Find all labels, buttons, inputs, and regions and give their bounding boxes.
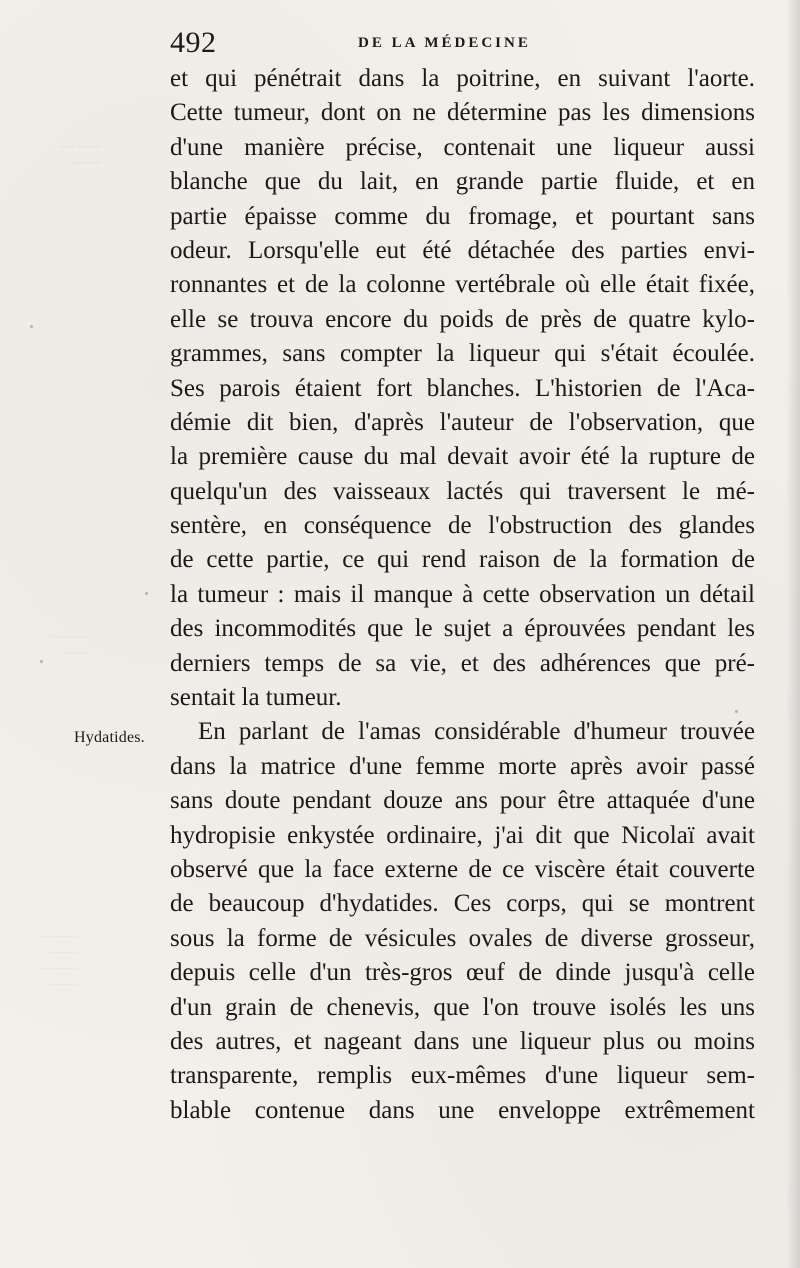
text-line: Cette tumeur, dont on ne détermine pas les dimensions <box>170 99 755 127</box>
text-line: des incommodités que le sujet a éprouvées pendant les <box>170 615 755 643</box>
show-through-mark: ~~~~~ ~~~~ ~~~~~ ~~~~ <box>40 930 78 993</box>
text-line: et qui pénétrait dans la poitrine, en suivant l'aorte. <box>170 65 755 92</box>
paragraph-start-line: En parlant de l'amas considérable d'humeur trouvée <box>198 718 755 746</box>
text-line: partie épaisse comme du fromage, et pourtant sans <box>170 202 755 230</box>
text-line: quelqu'un des vaisseaux lactés qui traversent le mé- <box>170 477 755 505</box>
margin-note: Hydatides. <box>74 729 145 746</box>
text-line: de cette partie, ce qui rend raison de la formation de <box>170 546 755 574</box>
body-text <box>170 62 755 1128</box>
text-line: hydropisie enkystée ordinaire, j'ai dit que Nicolaï avait <box>170 821 755 849</box>
text-line: blable contenue dans une enveloppe extrêmement <box>170 1096 755 1124</box>
text-line: sans doute pendant douze ans pour être attaquée d'une <box>170 787 755 815</box>
text-line: la tumeur : mais il manque à cette observation un détail <box>170 580 755 608</box>
text-line: de beaucoup d'hydatides. Ces corps, qui se montrent <box>170 890 755 918</box>
text-line: d'un grain de chenevis, que l'on trouve isolés les uns <box>170 993 755 1021</box>
text-line: odeur. Lorsqu'elle eut été détachée des parties envi- <box>170 236 755 264</box>
text-line: observé que la face externe de ce viscère était couverte <box>170 855 755 883</box>
text-line: grammes, sans compter la liqueur qui s'était écoulée. <box>170 340 755 368</box>
text-line: derniers temps de sa vie, et des adhérences que pré- <box>170 649 755 677</box>
paper-speck <box>145 592 148 595</box>
text-line: ronnantes et de la colonne vertébrale où elle était fixée, <box>170 271 755 299</box>
show-through-mark: ~~~~~ ~~~ <box>50 630 88 661</box>
page-edge-shadow <box>786 0 800 1268</box>
text-line: démie dit bien, d'après l'auteur de l'observation, que <box>170 408 755 436</box>
text-line: elle se trouva encore du poids de près de quatre kylo- <box>170 305 755 333</box>
text-line: transparente, remplis eux-mêmes d'une liqueur sem- <box>170 1062 755 1090</box>
text-line: la première cause du mal devait avoir été la rupture de <box>170 443 755 471</box>
page-header <box>170 24 755 64</box>
text-line: sous la forme de vésicules ovales de diverse grosseur, <box>170 924 755 952</box>
text-line: dans la matrice d'une femme morte après avoir passé <box>170 752 755 780</box>
text-line: d'une manière précise, contenait une liqueur aussi <box>170 133 755 161</box>
text-line: des autres, et nageant dans une liqueur plus ou moins <box>170 1027 755 1055</box>
text-line: sentère, en conséquence de l'obstruction des glandes <box>170 512 755 540</box>
paper-speck <box>40 660 43 663</box>
paragraph-end-line: sentait la tumeur. <box>170 684 342 712</box>
page-number: 492 <box>170 26 217 59</box>
text-line: depuis celle d'un très-gros œuf de dinde jusqu'à celle <box>170 959 755 987</box>
paper-speck <box>30 325 33 328</box>
text-line: blanche que du lait, en grande partie fluide, et en <box>170 168 755 196</box>
text-line: Ses parois étaient fort blanches. L'historien de l'Aca- <box>170 374 755 402</box>
running-head: DE LA MÉDECINE <box>358 35 531 51</box>
show-through-mark: ~~~ ~~ ~~~~ <box>60 140 102 171</box>
